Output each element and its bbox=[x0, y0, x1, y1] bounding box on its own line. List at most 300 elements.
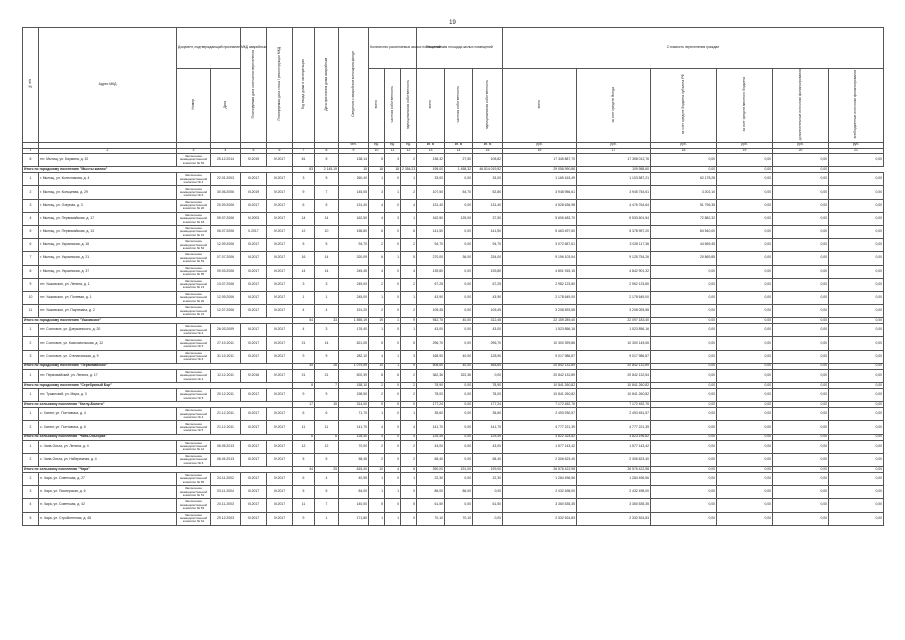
address-cell: с. Чапа-Ольга, ул. Набережная, д. 4 bbox=[39, 453, 177, 466]
table-row bbox=[23, 186, 884, 199]
table-cell: 17 345 887,70 bbox=[503, 154, 577, 167]
subtotal-cell: 125,49 bbox=[417, 434, 445, 440]
column-number-cell: 15 bbox=[473, 148, 503, 154]
table-cell: 4 bbox=[293, 324, 315, 337]
table-cell: 4 bbox=[23, 212, 39, 225]
subtotal-cell: 7 bbox=[315, 383, 339, 389]
subtotal-cell: 5 bbox=[369, 402, 385, 408]
table-cell: 0,00 bbox=[717, 421, 773, 434]
subtotal-cell: 0,00 bbox=[717, 318, 773, 324]
table-cell: 5 bbox=[315, 239, 339, 252]
table-cell: 84,00 bbox=[339, 486, 369, 499]
subtotal-cell: 0,00 bbox=[717, 466, 773, 472]
table-cell: 107,50 bbox=[417, 186, 445, 199]
table-cell: III.2017 bbox=[267, 265, 293, 278]
table-cell: 140,00 bbox=[339, 499, 369, 512]
table-cell: 54,70 bbox=[445, 186, 473, 199]
table-cell: 1 284 496,56 bbox=[503, 472, 577, 485]
table-cell: 5 bbox=[315, 486, 339, 499]
unit-cell: руб. bbox=[577, 143, 651, 149]
column-number-cell: 6 bbox=[267, 148, 293, 154]
table-cell: 26.03.2009 bbox=[211, 324, 241, 337]
table-cell: 11 bbox=[293, 421, 315, 434]
subtotal-label: Итого по городскому поселению "Мысты жилом" bbox=[23, 167, 293, 173]
table-cell: 502,39 bbox=[339, 369, 369, 382]
subtotal-cell: 1 bbox=[385, 318, 401, 324]
table-cell: III.2017 bbox=[241, 305, 267, 318]
table-cell: 16 bbox=[293, 252, 315, 265]
subtotal-cell: 78,90 bbox=[417, 383, 445, 389]
subtotal-cell: 0,00 bbox=[829, 363, 884, 369]
table-cell: 0,00 bbox=[445, 239, 473, 252]
table-row bbox=[23, 239, 884, 252]
table-cell: 2 bbox=[401, 278, 417, 291]
table-cell: 0,00 bbox=[651, 278, 717, 291]
table-row bbox=[23, 421, 884, 434]
table-cell: 0,00 bbox=[773, 369, 829, 382]
table-cell: 0 bbox=[385, 408, 401, 421]
address-cell: пгт. Мытищ, ул. Баумана, д. 32 bbox=[39, 154, 177, 167]
table-cell: 2 bbox=[401, 369, 417, 382]
subtotal-cell: 0,00 bbox=[773, 318, 829, 324]
unit-cell: руб. bbox=[717, 143, 773, 149]
document-cell: Заключение межведомственной комиссии № 61 bbox=[177, 512, 211, 525]
table-cell: 0,00 bbox=[829, 512, 884, 525]
subtotal-cell: 0,00 bbox=[717, 434, 773, 440]
table-cell: 0,00 bbox=[473, 486, 503, 499]
table-cell: 1 bbox=[23, 408, 39, 421]
subtotal-cell: 10 bbox=[369, 466, 385, 472]
header-date-emergency: Дата признания дома аварийным bbox=[315, 28, 339, 143]
subtotal-cell: 0,00 bbox=[445, 434, 473, 440]
table-cell: 61 bbox=[293, 154, 315, 167]
table-cell: 1 bbox=[23, 324, 39, 337]
table-cell: 5 bbox=[401, 252, 417, 265]
subtotal-cell: 177,24 bbox=[473, 402, 503, 408]
table-cell: 5 606 483,70 bbox=[503, 212, 577, 225]
table-cell: IV.2017 bbox=[267, 453, 293, 466]
table-cell: 6 bbox=[401, 225, 417, 238]
subtotal-cell: 10 841 260,82 bbox=[577, 383, 651, 389]
table-row bbox=[23, 212, 884, 225]
table-cell: 0,00 bbox=[829, 440, 884, 453]
table-cell: 2 962 123,80 bbox=[577, 278, 651, 291]
table-row bbox=[23, 408, 884, 421]
table-cell: 0,00 bbox=[773, 278, 829, 291]
column-number-cell: 16 bbox=[503, 148, 577, 154]
table-cell: 2 306 623,40 bbox=[503, 453, 577, 466]
subtotal-cell: 0,00 bbox=[773, 383, 829, 389]
table-cell: 10 300 399,86 bbox=[503, 337, 577, 350]
subtotal-cell: 40,00 bbox=[445, 318, 473, 324]
table-cell: 9 196 103,94 bbox=[503, 252, 577, 265]
table-cell: 4 bbox=[369, 350, 385, 363]
unit-cell: кв. м bbox=[473, 143, 503, 149]
subtotal-cell: 0,00 bbox=[445, 402, 473, 408]
table-cell: 78,00 bbox=[473, 389, 503, 402]
table-cell: 0,00 bbox=[651, 472, 717, 485]
table-cell: 0 bbox=[385, 265, 401, 278]
subtotal-cell: 40,00 bbox=[445, 363, 473, 369]
page-number: 19 bbox=[449, 20, 456, 26]
document-cell: Заключение межведомственной комиссии № 51 bbox=[177, 486, 211, 499]
table-cell: 11 bbox=[293, 499, 315, 512]
document-cell: Заключение межведомственной комиссии № 12 bbox=[177, 440, 211, 453]
table-cell: 0,00 bbox=[829, 324, 884, 337]
table-cell: 35,60 bbox=[417, 408, 445, 421]
subtotal-cell: 7 172 452,76 bbox=[503, 402, 577, 408]
table-cell: 0,00 bbox=[445, 337, 473, 350]
subtotal-cell: 1 bbox=[385, 363, 401, 369]
table-cell: 0,00 bbox=[773, 512, 829, 525]
table-cell: IV.2017 bbox=[267, 472, 293, 485]
table-cell: 70,10 bbox=[417, 512, 445, 525]
table-cell: 3 208 593,58 bbox=[503, 305, 577, 318]
subtotal-cell: 109 958,60 bbox=[577, 167, 651, 173]
table-cell: 22,30 bbox=[417, 472, 445, 485]
table-cell: 5 378 957,20 bbox=[577, 225, 651, 238]
table-cell: 0,00 bbox=[717, 212, 773, 225]
table-cell: 0,00 bbox=[773, 499, 829, 512]
table-cell: 0,00 bbox=[829, 239, 884, 252]
table-row bbox=[23, 440, 884, 453]
table-cell: 12.09.2006 bbox=[211, 291, 241, 304]
table-cell: 6 bbox=[369, 252, 385, 265]
document-cell: Заключение межведомственной комиссии № 13 bbox=[177, 278, 211, 291]
table-cell: 1 bbox=[385, 252, 401, 265]
table-cell: 1 bbox=[385, 486, 401, 499]
table-cell: 0,00 bbox=[773, 212, 829, 225]
table-cell: 1 bbox=[23, 389, 39, 402]
table-cell: 0,00 bbox=[829, 265, 884, 278]
subtotal-cell: 2 354,23 bbox=[402, 166, 416, 171]
table-cell: 4 bbox=[369, 199, 385, 212]
table-cell: 1 bbox=[401, 324, 417, 337]
address-cell: г. Мытищ, ул. Первомайская, д. 17 bbox=[39, 212, 177, 225]
subtotal-cell: 1 555,19 bbox=[339, 318, 369, 324]
table-cell: 0,00 bbox=[773, 154, 829, 167]
table-cell: 3 bbox=[293, 278, 315, 291]
subtotal-cell: 942,70 bbox=[417, 318, 445, 324]
table-cell: IV.2017 bbox=[267, 199, 293, 212]
table-row bbox=[23, 369, 884, 382]
table-cell: 7 bbox=[315, 186, 339, 199]
table-cell: 4 476 764,64 bbox=[577, 199, 651, 212]
table-row bbox=[23, 278, 884, 291]
subtotal-cell: 0 bbox=[385, 383, 401, 389]
table-cell: 1 bbox=[293, 291, 315, 304]
table-cell: 2 493 930,57 bbox=[503, 408, 577, 421]
table-cell: III.2017 bbox=[241, 499, 267, 512]
table-cell: 0,00 bbox=[717, 305, 773, 318]
subtotal-cell: 195,00 bbox=[417, 167, 445, 173]
subtotal-cell: 18 bbox=[369, 167, 385, 173]
table-cell: 1 bbox=[315, 291, 339, 304]
subtotal-cell: 0,00 bbox=[651, 466, 717, 472]
table-cell: 0,00 bbox=[829, 154, 884, 167]
table-cell: 0,00 bbox=[717, 199, 773, 212]
address-cell: пгт. Сосновое, ул. Дзержинского, д. 20 bbox=[39, 324, 177, 337]
header-cost-local: за счет средств местного бюджета bbox=[717, 69, 773, 143]
subtotal-cell: 0,00 bbox=[717, 167, 773, 173]
table-cell: 2 432 498,00 bbox=[577, 486, 651, 499]
header-plan-end: Планируемая дата окончания переселения bbox=[241, 28, 267, 143]
table-cell: 3 bbox=[385, 154, 401, 167]
table-cell: 245,00 bbox=[339, 291, 369, 304]
table-cell: 4 528 636,98 bbox=[503, 199, 577, 212]
subtotal-cell: 125,49 bbox=[473, 434, 503, 440]
subtotal-cell: 22 159 289,40 bbox=[503, 318, 577, 324]
table-cell: 4 777 221,39 bbox=[577, 421, 651, 434]
table-cell: 131,40 bbox=[339, 199, 369, 212]
table-cell: 1 bbox=[369, 408, 385, 421]
document-cell: Заключение межведомственной комиссии № 4 bbox=[177, 173, 211, 186]
subtotal-cell: 0,00 bbox=[829, 402, 884, 408]
table-cell: III.2017 bbox=[267, 350, 293, 363]
table-cell: 0 bbox=[385, 453, 401, 466]
table-cell: III.2017 bbox=[267, 278, 293, 291]
table-cell: 0 bbox=[385, 239, 401, 252]
table-cell: 30.06.2006 bbox=[211, 186, 241, 199]
table-cell: IV.2017 bbox=[267, 421, 293, 434]
subtotal-cell: 20 842 132,89 bbox=[577, 363, 651, 369]
table-row bbox=[23, 305, 884, 318]
table-cell: 4 bbox=[369, 265, 385, 278]
table-cell: 10 841 260,82 bbox=[577, 389, 651, 402]
table-cell: 2 bbox=[23, 453, 39, 466]
table-cell: 70,10 bbox=[445, 512, 473, 525]
table-cell: 21 bbox=[293, 369, 315, 382]
table-cell: 3 bbox=[23, 350, 39, 363]
table-cell: III.2017 bbox=[241, 486, 267, 499]
table-cell: 5 bbox=[293, 486, 315, 499]
table-row bbox=[23, 453, 884, 466]
document-cell: Заключение межведомственной комиссии № 5 bbox=[177, 421, 211, 434]
address-cell: с. Хатинг, ул. Полтавича, д. 4 bbox=[39, 408, 177, 421]
column-number-cell: 13 bbox=[417, 148, 445, 154]
table-cell: 71,70 bbox=[339, 408, 369, 421]
table-cell: 3 bbox=[315, 278, 339, 291]
table-cell: 22,30 bbox=[473, 472, 503, 485]
table-cell: 131,40 bbox=[473, 199, 503, 212]
subtotal-cell: 8 bbox=[293, 383, 315, 389]
unit-cell: руб. bbox=[829, 143, 884, 149]
table-cell: IV.2017 bbox=[267, 512, 293, 525]
table-cell: 145,05 bbox=[339, 186, 369, 199]
table-cell: 09.03.2006 bbox=[211, 265, 241, 278]
table-cell: 27,50 bbox=[445, 154, 473, 167]
table-cell: 3 bbox=[315, 324, 339, 337]
table-cell: 10 bbox=[23, 291, 39, 304]
table-cell: 0,00 bbox=[445, 305, 473, 318]
table-cell: III.2017 bbox=[241, 389, 267, 402]
table-cell: 0,00 bbox=[717, 337, 773, 350]
table-cell: 2 bbox=[369, 453, 385, 466]
table-cell: 1 523 856,16 bbox=[503, 324, 577, 337]
table-cell: 3 360 535,35 bbox=[503, 499, 577, 512]
table-cell: 0,00 bbox=[651, 265, 717, 278]
document-cell: Заключение межведомственной комиссии № 21 bbox=[177, 305, 211, 318]
column-number-cell: 14 bbox=[445, 148, 473, 154]
subtotal-cell: 0,00 bbox=[717, 402, 773, 408]
subtotal-cell: 314,00 bbox=[339, 402, 369, 408]
header-address: Адрес МКД bbox=[39, 28, 177, 143]
table-cell: 0,00 bbox=[717, 173, 773, 186]
subtotal-cell: 0,00 bbox=[829, 434, 884, 440]
table-cell: 09.07.2006 bbox=[211, 212, 241, 225]
column-number-cell: 5 bbox=[241, 148, 267, 154]
subtotal-cell: 3 823 196,82 bbox=[577, 434, 651, 440]
table-row bbox=[23, 486, 884, 499]
table-header bbox=[23, 28, 884, 143]
table-cell: 4 777 221,39 bbox=[503, 421, 577, 434]
table-cell: 108,82 bbox=[473, 154, 503, 167]
table-cell: IV.2016 bbox=[241, 369, 267, 382]
table-cell: 5 bbox=[315, 154, 339, 167]
column-number-cell: 9 bbox=[339, 148, 369, 154]
table-cell: 58,45 bbox=[339, 453, 369, 466]
header-count-private: частная собственность bbox=[385, 69, 401, 143]
table-cell: 0 bbox=[385, 199, 401, 212]
table-cell: 51 796,35 bbox=[651, 199, 717, 212]
table-cell: 4 bbox=[401, 421, 417, 434]
table-cell: III.2017 bbox=[241, 408, 267, 421]
table-cell: 0,00 bbox=[651, 291, 717, 304]
table-cell: 68,40 bbox=[473, 453, 503, 466]
table-cell: 0,00 bbox=[773, 324, 829, 337]
table-cell: IV.2003 bbox=[241, 212, 267, 225]
table-cell: 43,90 bbox=[417, 291, 445, 304]
table-row bbox=[23, 472, 884, 485]
table-cell: 25.12.2014 bbox=[211, 154, 241, 167]
header-area-total: всего bbox=[417, 69, 445, 143]
table-cell: 0,00 bbox=[717, 278, 773, 291]
table-cell: 29.12.2003 bbox=[211, 512, 241, 525]
column-number-cell: 11 bbox=[385, 148, 401, 154]
table-cell: 4 bbox=[293, 305, 315, 318]
table-cell: 12 bbox=[293, 225, 315, 238]
table-cell: 0,00 bbox=[651, 305, 717, 318]
table-cell: 5 bbox=[315, 199, 339, 212]
table-cell: 0,00 bbox=[651, 440, 717, 453]
header-doc-number: Номер bbox=[177, 69, 211, 143]
table-cell: 1 bbox=[369, 173, 385, 186]
table-cell: 0,00 bbox=[829, 186, 884, 199]
table-cell: 2 bbox=[369, 239, 385, 252]
table-cell: 1 bbox=[369, 324, 385, 337]
subtotal-cell: 20 842 132,89 bbox=[503, 363, 577, 369]
table-cell: 1 577 143,42 bbox=[503, 440, 577, 453]
table-cell: 0 bbox=[385, 278, 401, 291]
subtotal-cell: 22 097 183,40 bbox=[577, 318, 651, 324]
table-cell: 43,00 bbox=[417, 324, 445, 337]
header-area-municipal: муниципальная собственность bbox=[473, 69, 503, 143]
column-number-cell: 12 bbox=[401, 148, 417, 154]
table-cell: 67,25 bbox=[473, 278, 503, 291]
table-cell: 0,00 bbox=[651, 154, 717, 167]
table-cell: 1 165 163,49 bbox=[503, 173, 577, 186]
table-cell: 9 bbox=[315, 389, 339, 402]
document-cell: Заключение межведомственной комиссии № 4 bbox=[177, 324, 211, 337]
subtotal-label: Итого по городскому поселению "Серебряный Бор" bbox=[23, 383, 293, 389]
table-cell: 191,20 bbox=[339, 305, 369, 318]
table-cell: 0,00 bbox=[829, 252, 884, 265]
table-cell: 245,00 bbox=[339, 278, 369, 291]
subtotal-cell: 9 bbox=[401, 318, 417, 324]
table-cell: III.2017 bbox=[267, 252, 293, 265]
document-cell: Заключение межведомственной комиссии № 6 bbox=[177, 453, 211, 466]
unit-cell: ед. bbox=[401, 143, 417, 149]
table-cell: 1 bbox=[385, 512, 401, 525]
table-cell: 22.01.2003 bbox=[211, 173, 241, 186]
table-cell: 2 bbox=[23, 186, 39, 199]
table-cell: 9 bbox=[315, 350, 339, 363]
table-cell: 3 bbox=[293, 173, 315, 186]
table-cell: 43,90 bbox=[473, 291, 503, 304]
table-cell: 0,00 bbox=[717, 350, 773, 363]
table-cell: 0,00 bbox=[717, 499, 773, 512]
table-cell: 0,00 bbox=[829, 389, 884, 402]
table-cell: 24.11.2002 bbox=[211, 472, 241, 485]
subtotal-cell: 0,00 bbox=[651, 167, 717, 173]
table-cell: 9 125 754,26 bbox=[577, 252, 651, 265]
table-cell: 139,80 bbox=[417, 265, 445, 278]
table-cell: 61,50 bbox=[473, 499, 503, 512]
address-cell: п. Чара, ул. Пионерская, д. 6 bbox=[39, 486, 177, 499]
table-cell: 0,00 bbox=[717, 472, 773, 485]
table-cell: III.2017 bbox=[267, 305, 293, 318]
subtotal-cell: 312,45 bbox=[473, 318, 503, 324]
header-num: № п/п bbox=[23, 28, 39, 143]
subtotal-cell: 0,00 bbox=[651, 402, 717, 408]
subtotal-cell: 26 576 422,98 bbox=[503, 466, 577, 472]
unit-cell: чел. bbox=[339, 143, 369, 149]
table-cell: IV.2017 bbox=[267, 186, 293, 199]
table-cell: 0,00 bbox=[773, 291, 829, 304]
table-cell: 10 300 145,06 bbox=[577, 337, 651, 350]
table-cell: 0,00 bbox=[445, 265, 473, 278]
table-cell: 0,00 bbox=[773, 186, 829, 199]
table-cell: II.2017 bbox=[241, 225, 267, 238]
subtotal-cell: 9 bbox=[401, 363, 417, 369]
table-cell: 0,00 bbox=[445, 173, 473, 186]
subtotal-cell: 3 822 324,82 bbox=[503, 434, 577, 440]
subtotal-cell: 10 bbox=[369, 363, 385, 369]
table-cell: 0,00 bbox=[651, 408, 717, 421]
table-cell: 0,00 bbox=[717, 239, 773, 252]
subtotal-cell: 0,00 bbox=[773, 363, 829, 369]
table-cell: 0 bbox=[385, 305, 401, 318]
table-cell: 11 bbox=[23, 305, 39, 318]
table-cell: 3 948 956,61 bbox=[503, 186, 577, 199]
table-cell: 1 bbox=[23, 369, 39, 382]
table-cell: IV.2017 bbox=[267, 369, 293, 382]
table-cell: 162,50 bbox=[417, 212, 445, 225]
header-cost-additional: дополнительные источники финансирования bbox=[773, 69, 829, 143]
table-cell: 0 bbox=[385, 173, 401, 186]
table-cell: 162,50 bbox=[339, 212, 369, 225]
address-cell: пгт. Ушковское, ул. Партизана, д. 2 bbox=[39, 305, 177, 318]
table-cell: 282,10 bbox=[339, 350, 369, 363]
table-cell: 86,00 bbox=[445, 486, 473, 499]
table-cell: 2 bbox=[23, 337, 39, 350]
address-cell: с. Хатинг, ул. Полтавича, д. 6 bbox=[39, 421, 177, 434]
table-cell: 10 bbox=[315, 225, 339, 238]
table-cell: 0,00 bbox=[829, 408, 884, 421]
table-cell: 94,70 bbox=[473, 239, 503, 252]
table-cell: 0,00 bbox=[445, 421, 473, 434]
table-cell: III.2017 bbox=[267, 389, 293, 402]
